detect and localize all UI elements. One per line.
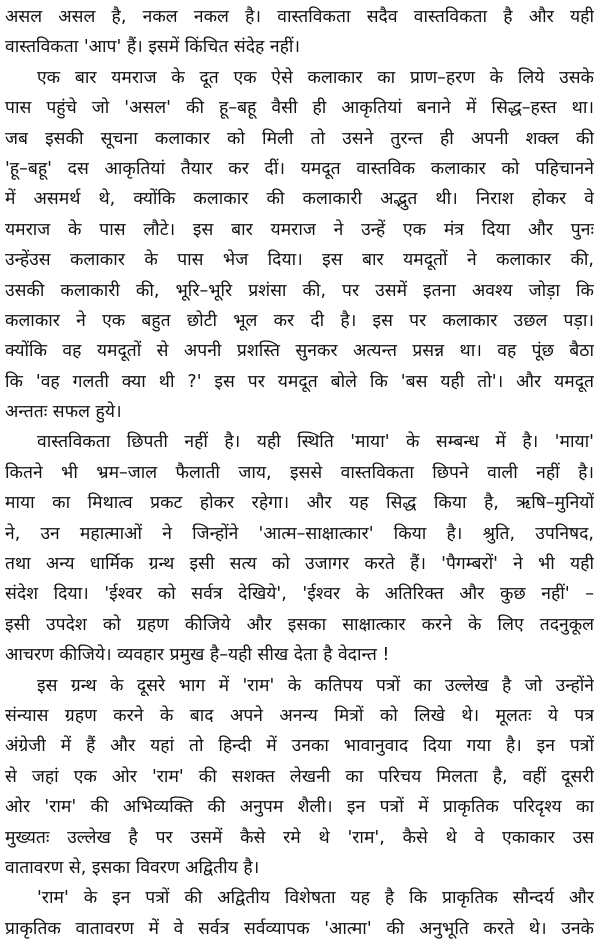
text-line: पास पहुंचे जो 'असल' की हू–बहू वैसी ही आकृतियां बनाने में सिद्ध–हस्त था।: [5, 98, 594, 119]
text-line: 'हू–बहू' दस आकृतियां तैयार कर दीं। यमदूत वास्तविक कलाकार को पहिचानने: [5, 158, 594, 179]
text-line: वातावरण से, इसका विवरण अद्वितीय है।: [5, 857, 260, 878]
paragraph: [5, 2, 594, 63]
paragraph: [5, 883, 594, 944]
text-line: अंग्रेजी में हैं और यहां तो हिन्दी में उनका भावानुवाद दिया गया है। इन पत्रों: [5, 736, 594, 757]
text-line: मुख्यतः उल्लेख है पर उसमें कैसे रमे थे 'राम', कैसे थे वे एकाकार उस: [5, 827, 594, 848]
text-line: उन्हेंउस कलाकार के पास भेज दिया। इस बार यमदूतों ने कलाकार की,: [5, 250, 594, 271]
text-line: तथा अन्य धार्मिक ग्रन्थ इसी सत्य को उजागर करते हैं। 'पैगम्बरों' ने भी यही: [5, 554, 594, 575]
text-line: प्राकृतिक वातावरण में वे सर्वत्र सर्वव्यापक 'आत्मा' की अनुभूति करते थे। उनके: [5, 918, 594, 939]
paragraph: [5, 427, 594, 670]
text-line: क्योंकि वह यमदूतों से अपनी प्रशस्ति सुनकर अत्यन्त प्रसन्न था। वह पूंछ बैठा: [5, 341, 594, 362]
text-line: वास्तविकता 'आप' हैं। इसमें किंचित संदेह नहीं।: [5, 37, 301, 58]
text-line: से जहां एक ओर 'राम' की सशक्त लेखनी का परिचय मिलता है, वहीं दूसरी: [5, 766, 594, 787]
text-line: यमराज के पास लौटे। इस बार यमराज ने उन्हें एक मंत्र दिया और पुनः: [5, 219, 594, 240]
text-line: संदेश दिया। 'ईश्वर को सर्वत्र देखिये', 'ईश्वर के अतिरिक्त और कुछ नहीं' –: [5, 584, 594, 605]
text-line: संन्यास ग्रहण करने के बाद अपने अनन्य मित्रों को लिखे थे। मूलतः ये पत्र: [5, 705, 594, 726]
text-line: कितने भी भ्रम–जाल फैलाती जाय, इससे वास्तविकता छिपने वाली नहीं है।: [5, 462, 594, 483]
text-line: आचरण कीजिये। व्यवहार प्रमुख है–यही सीख देता है वेदान्त !: [5, 645, 390, 666]
text-line: कि 'वह गलती क्या थी ?' इस पर यमदूत बोले कि 'बस यही तो'। और यमदूत: [5, 371, 594, 392]
text-line: असल असल है, नकल नकल है। वास्तविकता सदैव वास्तविकता है और यही: [5, 7, 594, 27]
text-line: अन्ततः सफल हुये।: [5, 402, 122, 423]
text-line: में असमर्थ थे, क्योंकि कलाकार की कलाकारी अद्भुत थी। निराश होकर वे: [5, 189, 594, 210]
text-line: ओर 'राम' की अभिव्यक्ति की अनुपम शैली। इन पत्रों में प्राकृतिक परिदृश्य का: [5, 797, 594, 818]
text-line: माया का मिथात्व प्रकट होकर रहेगा। और यह सिद्ध किया है, ऋषि–मुनियों: [5, 493, 594, 514]
text-line: जब इसकी सूचना कलाकार को मिली तो उसने तुरन्त ही अपनी शक्ल की: [5, 128, 594, 149]
paragraph: [5, 671, 594, 884]
text-line: उसकी कलाकारी की, भूरि–भूरि प्रशंसा की, पर उसमें इतना अवश्य जोड़ा कि: [5, 280, 594, 301]
text-line: एक बार यमराज के दूत एक ऐसे कलाकार का प्राण–हरण के लिये उसके: [37, 67, 594, 88]
text-line: इसी उपदेश को ग्रहण कीजिये और इसका साक्षात्कार करने के लिए तदनुकूल: [5, 614, 594, 635]
text-line: ने, उन महात्माओं ने जिन्होंने 'आत्म–साक्षात्कार' किया है। श्रुति, उपनिषद,: [5, 523, 594, 544]
text-line: वास्तविकता छिपती नहीं है। यही स्थिति 'माया' के सम्बन्ध में है। 'माया': [37, 432, 594, 453]
text-line: इस ग्रन्थ के दूसरे भाग में 'राम' के कतिपय पत्रों का उल्लेख है जो उन्होंने: [37, 675, 594, 696]
text-line: 'राम' के इन पत्रों की अद्वितीय विशेषता यह है कि प्राकृतिक सौन्दर्य और: [37, 888, 594, 909]
paragraph: [5, 63, 594, 428]
text-line: कलाकार ने एक बहुत छोटी भूल कर दी है। इस पर कलाकार उछल पड़ा।: [5, 310, 594, 331]
